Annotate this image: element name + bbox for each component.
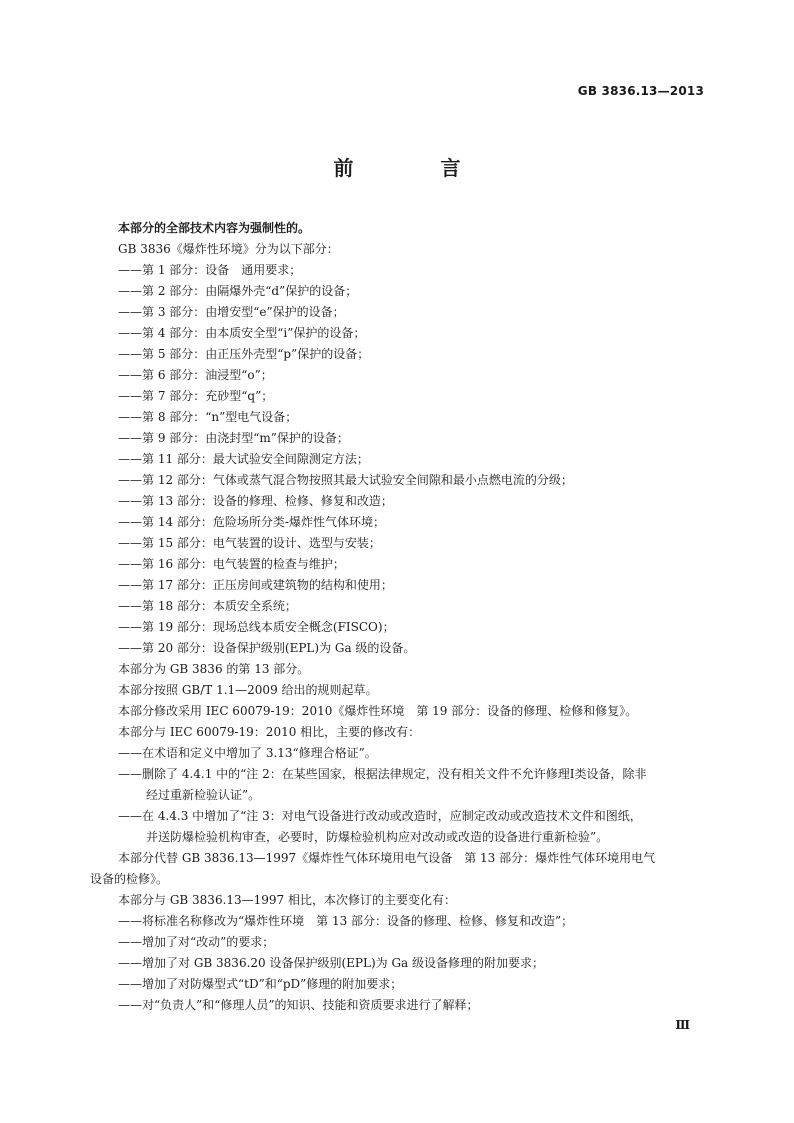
text-line: 本部分修改采用 IEC 60079-19：2010《爆炸性环境 第 19 部分：设备的修理、检修和修复》。 bbox=[118, 704, 638, 718]
text-line: ——删除了 4.4.1 中的“注 2：在某些国家，根据法律规定，没有相关文件不允许修理Ⅰ类设备，除非 bbox=[118, 767, 647, 781]
text-line: ——对“负责人”和“修理人员”的知识、技能和资质要求进行了解释； bbox=[118, 998, 479, 1012]
text-line: ——第 20 部分：设备保护级别(EPL)为 Ga 级的设备。 bbox=[118, 641, 416, 655]
text-line: ——第 3 部分：由增安型“e”保护的设备； bbox=[118, 305, 345, 319]
text-line: 本部分与 IEC 60079-19：2010 相比，主要的修改有： bbox=[118, 725, 421, 739]
text-line: ——在 4.4.3 中增加了“注 3：对电气设备进行改动或改造时，应制定改动或改造技术文件和图纸， bbox=[118, 809, 642, 823]
text-line: ——第 15 部分：电气装置的设计、选型与安装； bbox=[118, 536, 381, 550]
text-line: ——第 5 部分：由正压外壳型“p”保护的设备； bbox=[118, 347, 370, 361]
text-line: 本部分与 GB 3836.13—1997 相比，本次修订的主要变化有： bbox=[118, 893, 457, 907]
text-line: ——第 2 部分：由隔爆外壳“d”保护的设备； bbox=[118, 284, 358, 298]
text-line: ——第 16 部分：电气装置的检查与维护； bbox=[118, 557, 345, 571]
text-line: ——第 4 部分：由本质安全型“i”保护的设备； bbox=[118, 326, 366, 340]
text-line: 并送防爆检验机构审查，必要时，防爆检验机构应对改动或改造的设备进行重新检验”。 bbox=[146, 830, 609, 844]
text-line: ——增加了对“改动”的要求； bbox=[118, 935, 275, 949]
text-line: 本部分代替 GB 3836.13—1997《爆炸性气体环境用电气设备 第 13 部分：爆炸性气体环境用电气 bbox=[118, 851, 656, 865]
text-line: ——第 12 部分：气体或蒸气混合物按照其最大试验安全间隙和最小点燃电流的分级； bbox=[118, 473, 573, 487]
text-line: GB 3836《爆炸性环境》分为以下部分： bbox=[118, 242, 339, 256]
text-line: ——第 18 部分：本质安全系统； bbox=[118, 599, 297, 613]
text-line: 经过重新检验认证”。 bbox=[146, 788, 261, 802]
document-body bbox=[90, 218, 710, 1016]
text-line: ——第 7 部分：充砂型“q”； bbox=[118, 389, 274, 403]
text-line: 本部分为 GB 3836 的第 13 部分。 bbox=[118, 662, 310, 676]
standard-number: GB 3836.13—2013 bbox=[577, 84, 704, 98]
text-line: ——第 1 部分：设备 通用要求； bbox=[118, 263, 302, 277]
text-line: ——将标准名称修改为“爆炸性环境 第 13 部分：设备的修理、检修、修复和改造”； bbox=[118, 914, 574, 928]
text-line: ——第 9 部分：由浇封型“m”保护的设备； bbox=[118, 431, 349, 445]
text-line: ——第 17 部分：正压房间或建筑物的结构和使用； bbox=[118, 578, 393, 592]
text-line: ——在术语和定义中增加了 3.13“修理合格证”。 bbox=[118, 746, 377, 760]
text-line: 本部分按照 GB/T 1.1—2009 给出的规则起草。 bbox=[118, 683, 378, 697]
text-line: ——第 14 部分：危险场所分类-爆炸性气体环境； bbox=[118, 515, 385, 529]
text-line: ——第 11 部分：最大试验安全间隙测定方法； bbox=[118, 452, 369, 466]
text-line: ——增加了对 GB 3836.20 设备保护级别(EPL)为 Ga 级设备修理的附加要求； bbox=[118, 956, 545, 970]
text-line: 本部分的全部技术内容为强制性的。 bbox=[118, 221, 311, 235]
text-line: ——第 6 部分：油浸型“o”； bbox=[118, 368, 273, 382]
text-line: ——增加了对防爆型式“tD”和“pD”修理的附加要求； bbox=[118, 977, 403, 991]
text-line: ——第 13 部分：设备的修理、检修、修复和改造； bbox=[118, 494, 393, 508]
text-line: ——第 19 部分：现场总线本质安全概念(FISCO)； bbox=[118, 620, 395, 634]
page-title: 前 言 bbox=[333, 156, 501, 180]
text-line: ——第 8 部分：“n”型电气设备； bbox=[118, 410, 298, 424]
page-number: Ⅲ bbox=[675, 1018, 690, 1032]
text-line: 设备的检修》。 bbox=[90, 872, 169, 886]
